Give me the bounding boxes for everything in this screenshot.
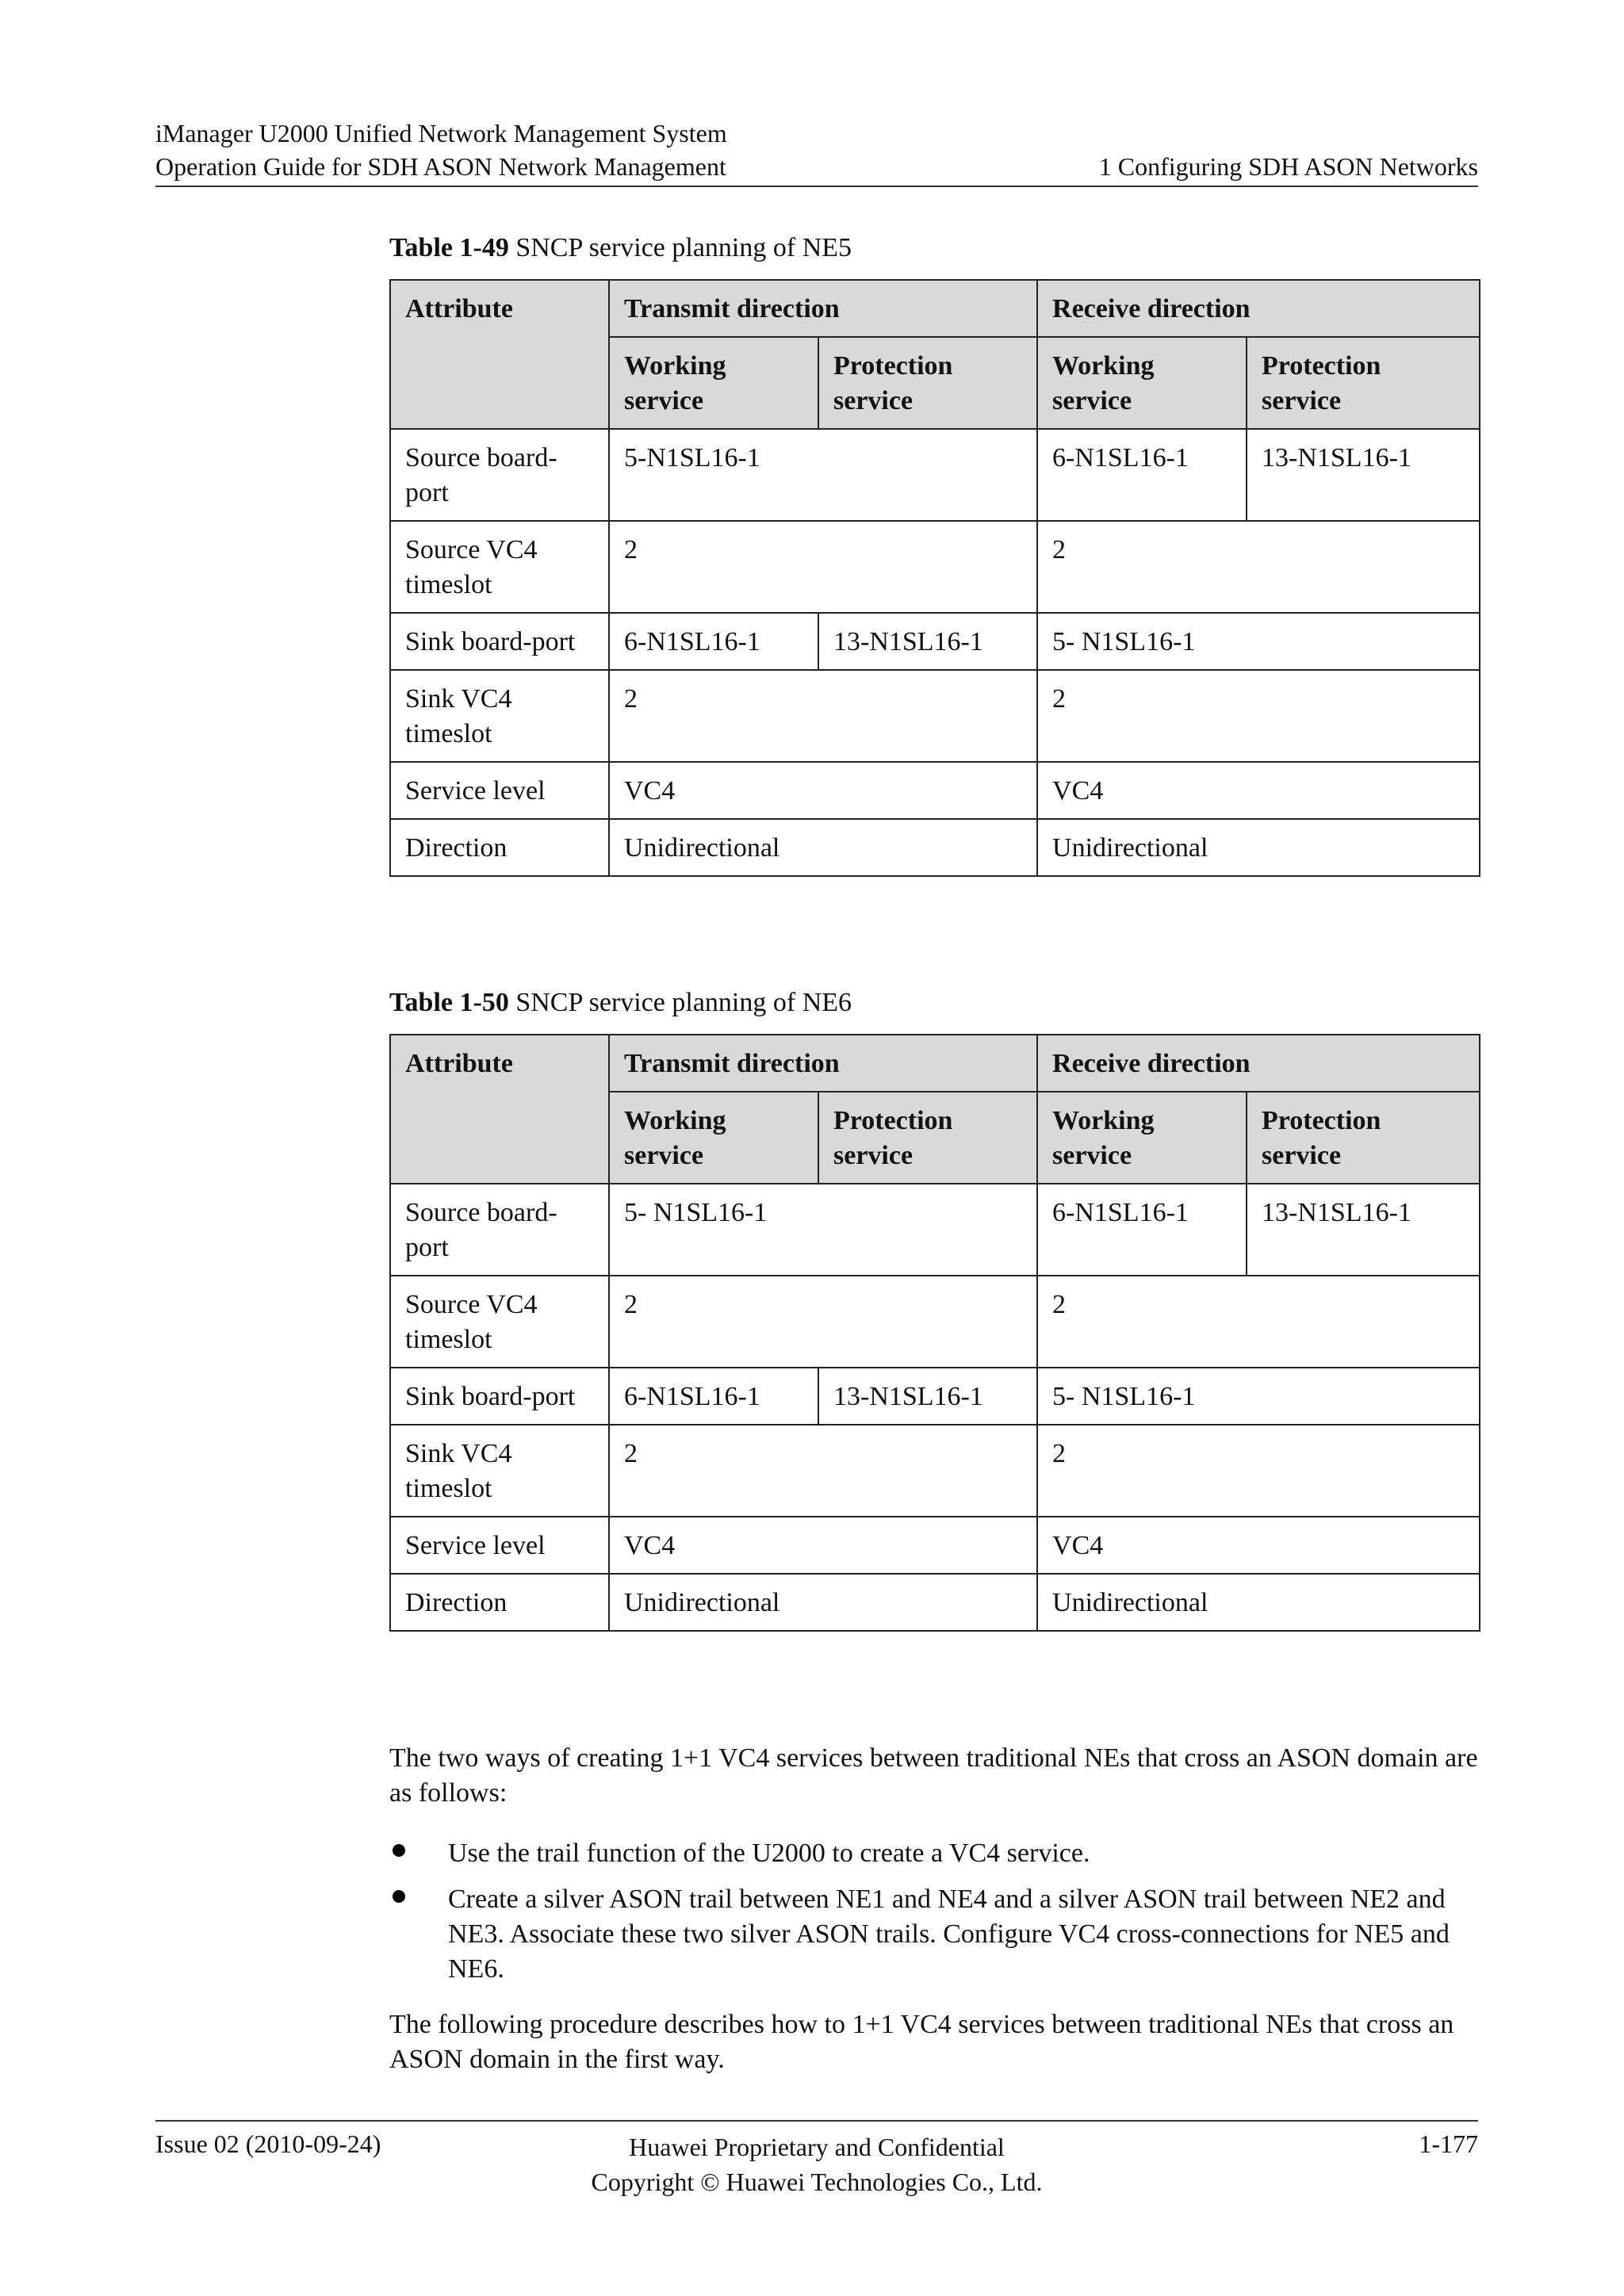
cell: 5- N1SL16-1 — [1037, 1368, 1480, 1425]
table-row — [390, 521, 1480, 613]
cell: 6-N1SL16-1 — [609, 613, 818, 670]
footer-center — [155, 2130, 1478, 2199]
table-caption-label: Table 1-49 — [389, 233, 509, 262]
sncp-table-ne6 — [389, 1034, 1480, 1632]
header-transmit: Transmit direction — [609, 280, 1037, 337]
table-row — [390, 670, 1480, 762]
table-row — [390, 1276, 1480, 1368]
row-label: Direction — [390, 1574, 609, 1631]
row-label: Direction — [390, 819, 609, 876]
cell: 2 — [1037, 1425, 1480, 1517]
cell: 13-N1SL16-1 — [1247, 429, 1480, 521]
product-title: iManager U2000 Unified Network Management System — [155, 119, 727, 147]
bullet-text: Create a silver ASON trail between NE1 and NE4 and a silver ASON trail between NE2 and NE3. Associate these two silver ASON trails. Configure VC4 cross-connections for NE5 and NE6. — [448, 1885, 1450, 1984]
procedure-paragraph: The following procedure describes how to 1+1 VC4 services between traditional NEs that cross an ASON domain in the first way. — [389, 2010, 1454, 2074]
table-row — [390, 429, 1480, 521]
header-attribute: Attribute — [390, 1035, 609, 1184]
cell: 13-N1SL16-1 — [818, 613, 1037, 670]
cell: 2 — [609, 670, 1037, 762]
table-row — [390, 1517, 1480, 1574]
cell: Unidirectional — [1037, 1574, 1480, 1631]
table-caption-text: SNCP service planning of NE6 — [508, 988, 852, 1017]
row-label: Source VC4 timeslot — [390, 521, 609, 613]
cell: VC4 — [609, 762, 1037, 819]
page-number: 1-177 — [1419, 2130, 1478, 2158]
cell: 2 — [609, 1276, 1037, 1368]
cell: 2 — [1037, 521, 1480, 613]
copyright-notice: Copyright © Huawei Technologies Co., Ltd. — [591, 2168, 1043, 2196]
row-label: Sink board-port — [390, 1368, 609, 1425]
table-row — [390, 1368, 1480, 1425]
table-caption-2 — [389, 988, 852, 1018]
table-row — [390, 1574, 1480, 1631]
cell: 6-N1SL16-1 — [609, 1368, 818, 1425]
bullet-icon — [393, 1890, 405, 1903]
cell: 5-N1SL16-1 — [609, 429, 1037, 521]
header-receive: Receive direction — [1037, 280, 1480, 337]
header-rx-protection: Protection service — [1247, 1092, 1480, 1184]
table-row — [390, 1184, 1480, 1276]
page-footer — [155, 2120, 1478, 2196]
cell: Unidirectional — [1037, 819, 1480, 876]
cell: Unidirectional — [609, 1574, 1037, 1631]
table-caption-label: Table 1-50 — [389, 988, 509, 1017]
header-tx-working: Working service — [609, 1092, 818, 1184]
table-caption-text: SNCP service planning of NE5 — [508, 233, 852, 262]
cell: VC4 — [609, 1517, 1037, 1574]
row-label: Sink VC4 timeslot — [390, 670, 609, 762]
header-rx-working: Working service — [1037, 337, 1247, 429]
cell: 2 — [1037, 670, 1480, 762]
table-row — [390, 762, 1480, 819]
cell: 13-N1SL16-1 — [1247, 1184, 1480, 1276]
header-attribute: Attribute — [390, 280, 609, 429]
header-tx-working: Working service — [609, 337, 818, 429]
cell: 2 — [609, 521, 1037, 613]
cell: 13-N1SL16-1 — [818, 1368, 1037, 1425]
table-row — [390, 1425, 1480, 1517]
cell: VC4 — [1037, 762, 1480, 819]
intro-paragraph: The two ways of creating 1+1 VC4 services between traditional NEs that cross an ASON domain are as follows: — [389, 1743, 1478, 1808]
guide-title: Operation Guide for SDH ASON Network Management — [155, 152, 726, 181]
table-row — [390, 819, 1480, 876]
row-label: Source VC4 timeslot — [390, 1276, 609, 1368]
header-rx-protection: Protection service — [1247, 337, 1480, 429]
row-label: Sink VC4 timeslot — [390, 1425, 609, 1517]
row-label: Source board-port — [390, 1184, 609, 1276]
cell: 5- N1SL16-1 — [609, 1184, 1037, 1276]
bullet-icon — [393, 1844, 405, 1857]
cell: VC4 — [1037, 1517, 1480, 1574]
header-tx-protection: Protection service — [818, 1092, 1037, 1184]
row-label: Sink board-port — [390, 613, 609, 670]
header-transmit: Transmit direction — [609, 1035, 1037, 1092]
row-label: Source board-port — [390, 429, 609, 521]
issue-date: Issue 02 (2010-09-24) — [155, 2130, 381, 2158]
table-row — [390, 613, 1480, 670]
cell: 5- N1SL16-1 — [1037, 613, 1480, 670]
bullet-text: Use the trail function of the U2000 to create a VC4 service. — [448, 1839, 1090, 1868]
cell: 2 — [1037, 1276, 1480, 1368]
page-header — [155, 119, 1478, 187]
header-tx-protection: Protection service — [818, 337, 1037, 429]
proprietary-notice: Huawei Proprietary and Confidential — [629, 2133, 1005, 2161]
row-label: Service level — [390, 762, 609, 819]
sncp-table-ne5 — [389, 279, 1480, 877]
cell: 6-N1SL16-1 — [1037, 1184, 1247, 1276]
cell: 2 — [609, 1425, 1037, 1517]
cell: 6-N1SL16-1 — [1037, 429, 1247, 521]
header-rx-working: Working service — [1037, 1092, 1247, 1184]
cell: Unidirectional — [609, 819, 1037, 876]
row-label: Service level — [390, 1517, 609, 1574]
header-receive: Receive direction — [1037, 1035, 1480, 1092]
chapter-title: 1 Configuring SDH ASON Networks — [1098, 152, 1478, 181]
table-caption-1 — [389, 233, 852, 263]
